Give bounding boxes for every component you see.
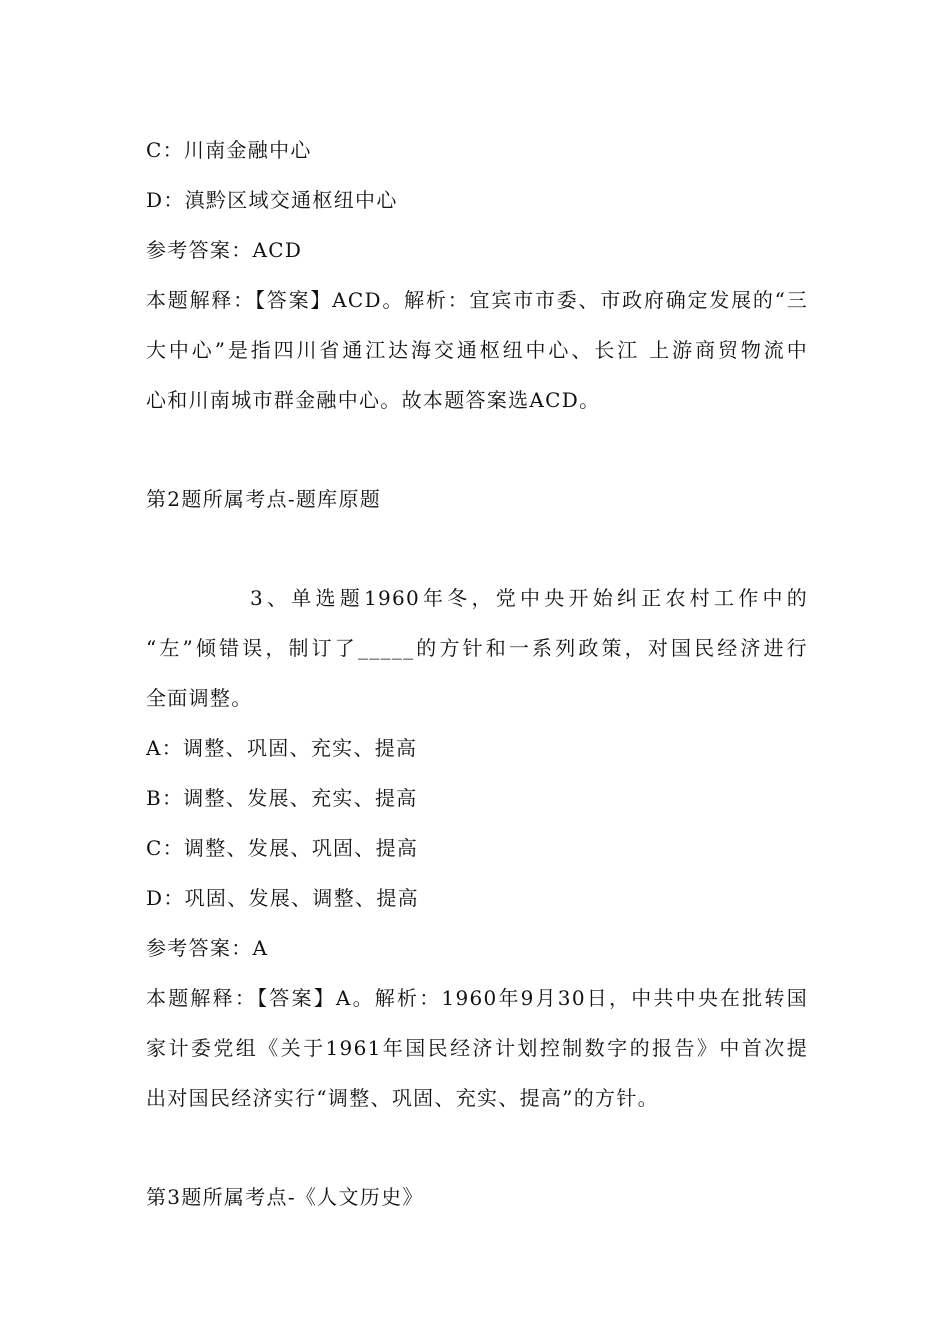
q2-explanation-line-3: 心和川南城市群金融中心。故本题答案选ACD。 [146,388,601,412]
q3-explanation-line-2: 家计委党组《关于1961年国民经济计划控制数字的报告》中首次提 [146,1036,808,1060]
q3-option-a: A：调整、巩固、充实、提高 [146,736,418,760]
q2-answer: 参考答案：ACD [146,238,303,262]
q2-explanation-line-2: 大中心”是指四川省通江达海交通枢纽中心、长江 上游商贸物流中 [146,338,808,362]
q2-option-d: D：滇黔区域交通枢纽中心 [146,188,398,212]
q3-option-c: C：调整、发展、巩固、提高 [146,836,419,860]
q3-explanation-line-3: 出对国民经济实行“调整、巩固、充实、提高”的方针。 [146,1086,659,1110]
q2-option-c: C：川南金融中心 [146,138,312,162]
q3-stem-line-3: 全面调整。 [146,686,253,710]
q3-option-d: D：巩固、发展、调整、提高 [146,886,419,910]
q3-stem-line-2: “左”倾错误，制订了_____的方针和一系列政策，对国民经济进行 [146,636,808,660]
q3-option-b: B：调整、发展、充实、提高 [146,786,418,810]
q2-explanation-line-1: 本题解释：【答案】ACD。解析：宜宾市市委、市政府确定发展的“三 [146,288,808,312]
q3-stem-line-1: 3、单选题1960年冬，党中央开始纠正农村工作中的 [250,586,808,610]
q2-category: 第2题所属考点-题库原题 [146,487,382,511]
q3-category: 第3题所属考点-《人文历史》 [146,1185,424,1209]
q3-answer: 参考答案：A [146,936,269,960]
q3-explanation-line-1: 本题解释：【答案】A。解析：1960年9月30日，中共中央在批转国 [146,986,808,1010]
